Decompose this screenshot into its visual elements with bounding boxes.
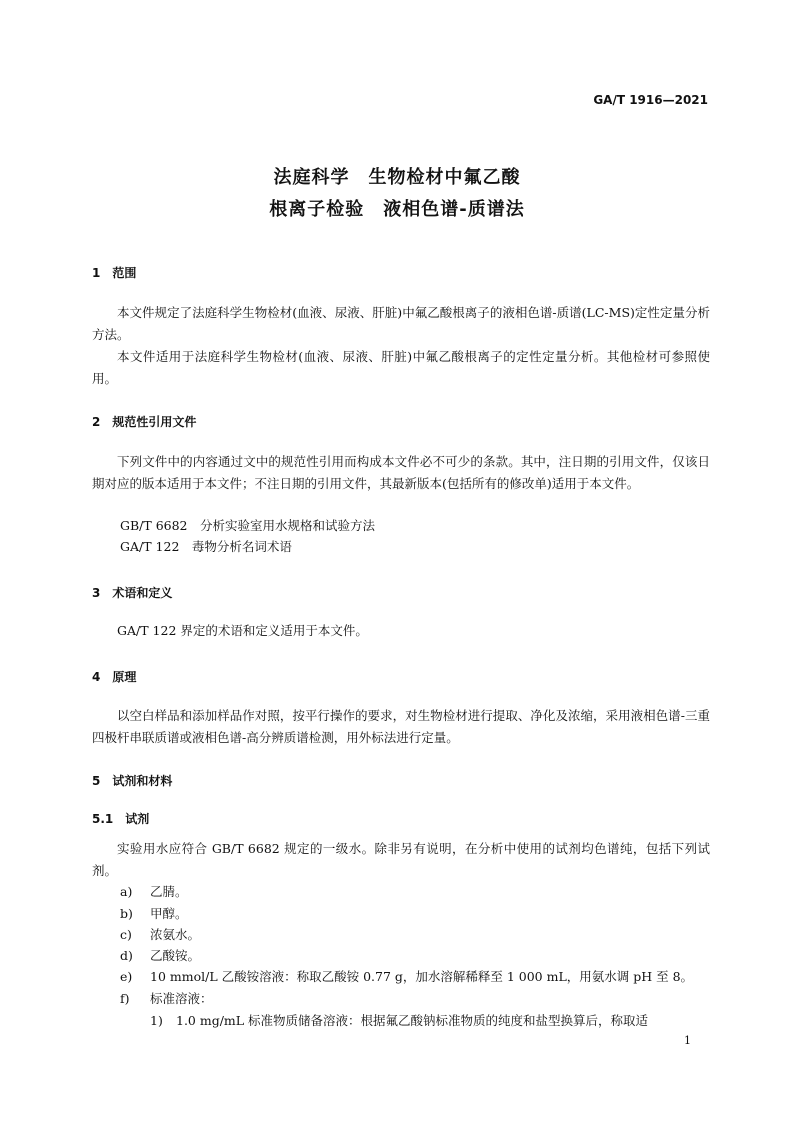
- sub-item-1-label: 1): [150, 1013, 163, 1028]
- page-number: 1: [684, 1034, 691, 1047]
- section-3-paragraph-1: GA/T 122 界定的术语和定义适用于本文件。: [117, 623, 368, 638]
- standard-code: GA/T 1916—2021: [593, 93, 708, 107]
- list-item-a-label: a): [120, 884, 133, 899]
- section-1-paragraph-1: 本文件规定了法庭科学生物检材(血液、尿液、肝脏)中氟乙酸根离子的液相色谱-质谱(LC-MS)定性定量分析方法。: [92, 305, 710, 342]
- section-2-heading: 2 规范性引用文件: [92, 415, 197, 429]
- section-3-heading: 3 术语和定义: [92, 586, 173, 600]
- reference-gb-t-6682: GB/T 6682 分析实验室用水规格和试验方法: [120, 518, 376, 533]
- list-item-f-text: 标准溶液：: [150, 991, 213, 1006]
- list-item-a-text: 乙腈。: [150, 884, 188, 899]
- section-5-1-paragraph-1: 实验用水应符合 GB/T 6682 规定的一级水。除非另有说明，在分析中使用的试剂均色谱纯，包括下列试剂。: [92, 841, 710, 878]
- section-1-heading: 1 范围: [92, 266, 137, 280]
- sub-item-1-text: 1.0 mg/mL 标准物质储备溶液：根据氟乙酸钠标准物质的纯度和盐型换算后，称取适: [176, 1013, 649, 1028]
- section-1-paragraph-2: 本文件适用于法庭科学生物检材(血液、尿液、肝脏)中氟乙酸根离子的定性定量分析。其他检材可参照使用。: [92, 349, 710, 386]
- list-item-b-label: b): [120, 906, 133, 921]
- section-5-1-heading: 5.1 试剂: [92, 812, 150, 826]
- list-item-e-text: 10 mmol/L 乙酸铵溶液：称取乙酸铵 0.77 g，加水溶解稀释至 1 000 mL，用氨水调 pH 至 8。: [150, 969, 694, 984]
- section-4-paragraph-1: 以空白样品和添加样品作对照，按平行操作的要求，对生物检材进行提取、净化及浓缩，采用液相色谱-三重四极杆串联质谱或液相色谱-高分辨质谱检测，用外标法进行定量。: [92, 708, 710, 745]
- reference-ga-t-122: GA/T 122 毒物分析名词术语: [120, 539, 292, 554]
- list-item-f-label: f): [120, 991, 130, 1006]
- section-5-heading: 5 试剂和材料: [92, 774, 173, 788]
- list-item-e-label: e): [120, 969, 133, 984]
- section-4-heading: 4 原理: [92, 670, 137, 684]
- list-item-b-text: 甲醇。: [150, 906, 188, 921]
- section-2-paragraph-1: 下列文件中的内容通过文中的规范性引用而构成本文件必不可少的条款。其中，注日期的引用文件，仅该日期对应的版本适用于本文件；不注日期的引用文件，其最新版本(包括所有的修改单)适用于本文件。: [92, 454, 710, 491]
- document-title-line-1: 法庭科学 生物检材中氟乙酸: [273, 167, 521, 188]
- list-item-c-text: 浓氨水。: [150, 927, 201, 942]
- list-item-d-text: 乙酸铵。: [150, 948, 201, 963]
- list-item-d-label: d): [120, 948, 133, 963]
- document-title-line-2: 根离子检验 液相色谱-质谱法: [269, 199, 525, 220]
- list-item-c-label: c): [120, 927, 132, 942]
